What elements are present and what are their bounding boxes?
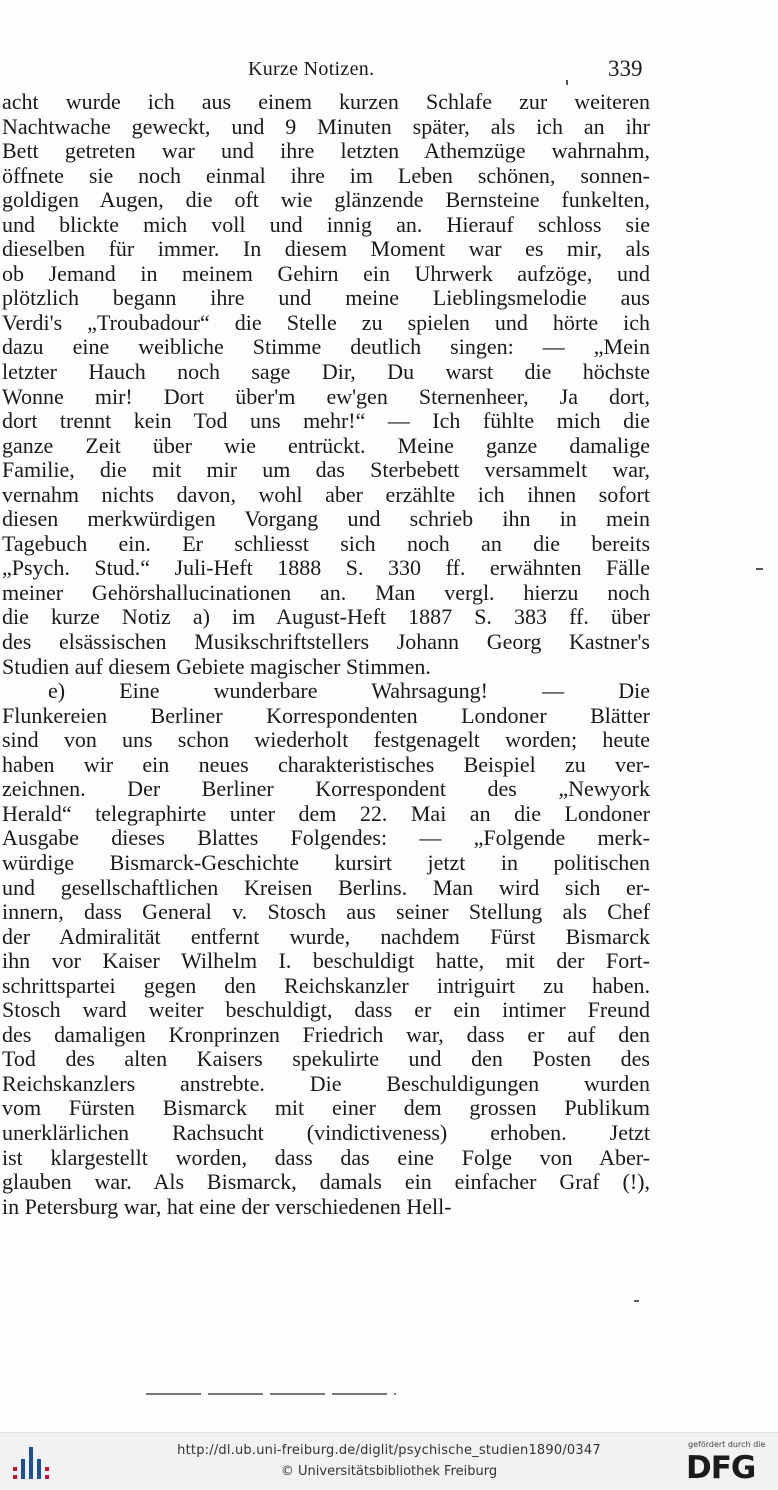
text-line: dort trennt kein Tod uns mehr!“ — Ich fühlte mich die <box>2 409 650 434</box>
text-line: e) Eine wunderbare Wahrsagung! — Die <box>48 679 650 704</box>
copyright-notice: © Universitätsbibliothek Freiburg <box>280 1464 498 1479</box>
text-line: plötzlich begann ihre und meine Lieblingsmelodie aus <box>2 286 650 311</box>
text-line: goldigen Augen, die oft wie glänzende Bernsteine funkelten, <box>2 188 650 213</box>
text-line: dieselben für immer. In diesem Moment war es mir, als <box>2 237 650 262</box>
text-line: innern, dass General v. Stosch aus seiner Stellung als Chef <box>2 900 650 925</box>
text-line: Nachtwache geweckt, und 9 Minuten später, als ich an ihr <box>2 114 650 139</box>
text-line: der Admiralität entfernt wurde, nachdem Fürst Bismarck <box>2 924 650 949</box>
sponsor-label: gefördert durch die <box>688 1440 766 1449</box>
text-line: öffnete sie noch einmal ihre im Leben schönen, sonnen- <box>2 163 650 188</box>
text-line: und gesellschaftlichen Kreisen Berlins. Man wird sich er- <box>2 875 650 900</box>
text-line: Tagebuch ein. Er schliesst sich noch an die bereits <box>2 531 650 556</box>
text-line: Wonne mir! Dort über'm ew'gen Sternenheer, Ja dort, <box>2 384 650 409</box>
text-line: und blickte mich voll und innig an. Hierauf schloss sie <box>2 212 650 237</box>
text-line: schrittspartei gegen den Reichskanzler intriguirt zu haben. <box>2 973 650 998</box>
text-line: in Petersburg war, hat eine der verschiedenen Hell- <box>2 1194 452 1219</box>
text-line: Herald“ telegraphirte unter dem 22. Mai an die Londoner <box>2 801 650 826</box>
text-line: vernahm nichts davon, wohl aber erzählte ich ihnen sofort <box>2 482 650 507</box>
text-line: Familie, die mit mir um das Sterbebett versammelt war, <box>2 458 650 483</box>
bottom-rule <box>146 1393 396 1395</box>
text-line: Reichskanzlers anstrebte. Die Beschuldigungen wurden <box>2 1071 650 1096</box>
viewer-footer <box>0 1432 778 1490</box>
margin-mark <box>566 80 568 85</box>
body-text <box>0 90 650 1219</box>
page-header <box>0 58 778 88</box>
text-line: würdige Bismarck-Geschichte kursirt jetzt in politischen <box>2 850 650 875</box>
text-line: Stosch ward weiter beschuldigt, dass er ein intimer Freund <box>2 998 650 1023</box>
page-number: 339 <box>608 56 643 81</box>
text-line: des damaligen Kronprinzen Friedrich war, dass er auf den <box>2 1022 650 1047</box>
text-line: Flunkereien Berliner Korrespondenten Londoner Blätter <box>2 703 650 728</box>
text-line: unerklärlichen Rachsucht (vindictiveness) erhoben. Jetzt <box>2 1120 650 1145</box>
text-line: vom Fürsten Bismarck mit einer dem grossen Publikum <box>2 1096 650 1121</box>
text-line: meiner Gehörshallucinationen an. Man vergl. hierzu noch <box>2 580 650 605</box>
running-title: Kurze Notizen. <box>248 58 375 80</box>
text-line: glauben war. Als Bismarck, damals ein einfacher Graf (!), <box>2 1170 650 1195</box>
text-line: Verdi's „Troubadour“ die Stelle zu spielen und hörte ich <box>2 310 650 335</box>
text-line: des elsässischen Musikschriftstellers Johann Georg Kastner's <box>2 630 650 655</box>
text-line: letzter Hauch noch sage Dir, Du warst die höchste <box>2 360 650 385</box>
text-line: ob Jemand in meinem Gehirn ein Uhrwerk aufzöge, und <box>2 261 650 286</box>
text-line: „Psych. Stud.“ Juli-Heft 1888 S. 330 ff. erwähnten Fälle <box>2 556 650 581</box>
text-line: ist klargestellt worden, dass das eine Folge von Aber- <box>2 1145 650 1170</box>
text-line: die kurze Notiz a) im August-Heft 1887 S. 383 ff. über <box>2 605 650 630</box>
text-line: Studien auf diesem Gebiete magischer Stimmen. <box>2 654 431 679</box>
text-line: Tod des alten Kaisers spekulirte und den Posten des <box>2 1047 650 1072</box>
text-line: dazu eine weibliche Stimme deutlich singen: — „Mein <box>2 335 650 360</box>
text-line: ganze Zeit über wie entrückt. Meine ganze damalige <box>2 433 650 458</box>
margin-mark <box>634 1300 639 1302</box>
dfg-logo[interactable]: DFG <box>686 1450 756 1486</box>
text-line: haben wir ein neues charakteristisches Beispiel zu ver- <box>2 752 650 777</box>
permalink-url[interactable]: http://dl.ub.uni-freiburg.de/diglit/psychische_studien1890/0347 <box>177 1443 601 1458</box>
text-line: ihn vor Kaiser Wilhelm I. beschuldigt hatte, mit der Fort- <box>2 949 650 974</box>
text-line: sind von uns schon wiederholt festgenagelt worden; heute <box>2 728 650 753</box>
text-line: zeichnen. Der Berliner Korrespondent des „Newyork <box>2 777 650 802</box>
text-line: acht wurde ich aus einem kurzen Schlafe zur weiteren <box>2 90 650 114</box>
text-line: diesen merkwürdigen Vorgang und schrieb ihn in mein <box>2 507 650 532</box>
margin-mark <box>756 568 763 570</box>
text-line: Bett getreten war und ihre letzten Athemzüge wahrnahm, <box>2 139 650 164</box>
text-line: Ausgabe dieses Blattes Folgendes: — „Folgende merk- <box>2 826 650 851</box>
